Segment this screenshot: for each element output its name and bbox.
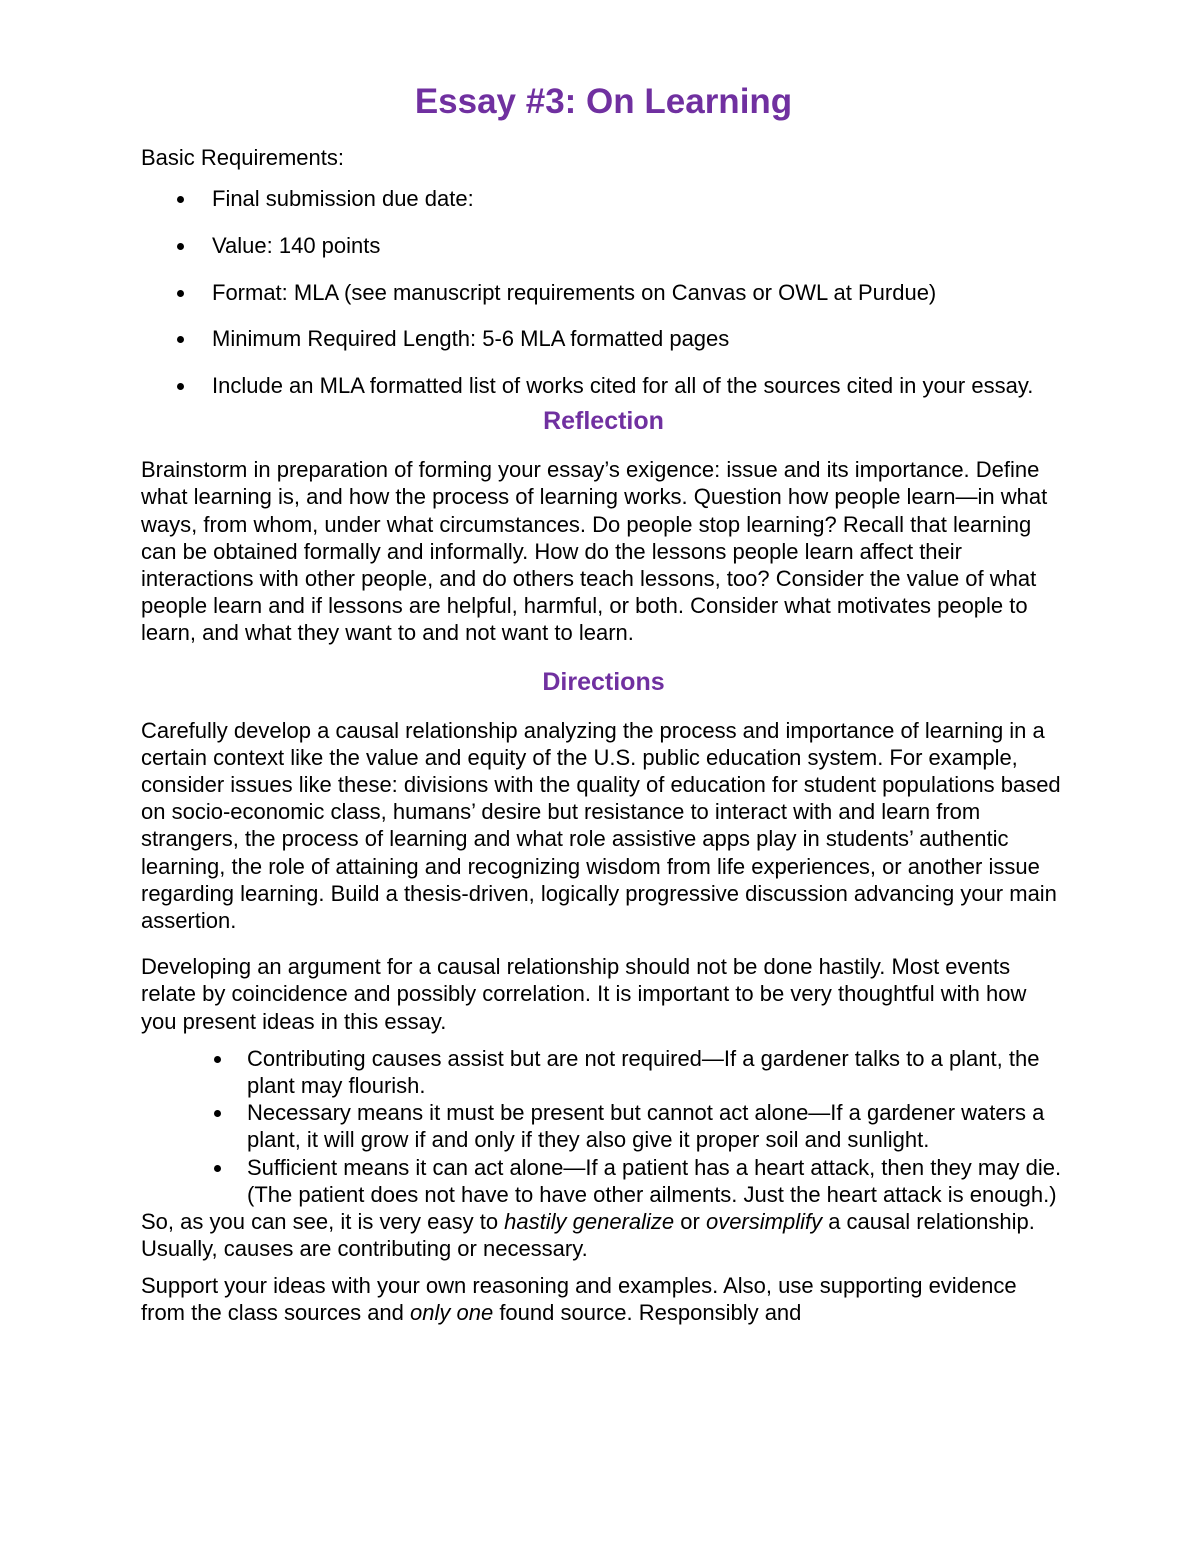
- directions-paragraph-2: Developing an argument for a causal relationship should not be done hastily. Most events relate by coincidence and possibly correlation. It is important to be very thoughtful with how you present ideas in this essay.: [141, 954, 1027, 1034]
- requirement-due-date: Final submission due date:: [141, 185, 1066, 212]
- paragraph-4-emphasis-1: only one: [410, 1299, 494, 1325]
- directions-paragraph-1: Carefully develop a causal relationship analyzing the process and importance of learning in a certain context like the value and equity of the U.S. public education system. For example, consider issues like these: divisions with the quality of education for student populations based on socio-economic class, humans’ desire but resistance to interact with and learn from strangers, the process of learning and what role assistive apps play in students’ authentic learning, the role of attaining and recognizing wisdom from life experiences, or another issue regarding learning. Build a thesis-driven, logically progressive discussion advancing your main assertion.: [141, 717, 1061, 934]
- requirement-works-cited: Include an MLA formatted list of works cited for all of the sources cited in your essay.: [141, 372, 1066, 399]
- paragraph-3-emphasis-2: oversimplify: [705, 1209, 823, 1235]
- document-page: [141, 80, 1066, 1326]
- paragraph-3-emphasis-1: hastily generalize: [504, 1209, 675, 1235]
- cause-sufficient: Sufficient means it can act alone—If a patient has a heart attack, then they may die. (The patient does not have to have other ailments. Just the heart attack is enough.): [141, 1154, 1066, 1208]
- paragraph-3-text-3: a causal relationship. Usually, causes are contributing or necessary.: [141, 1209, 1035, 1262]
- requirement-length: Minimum Required Length: 5-6 MLA formatted pages: [141, 325, 1066, 352]
- reflection-body: Brainstorm in preparation of forming your essay’s exigence: issue and its importance. Define what learning is, and how the process of learning works. Question how people learn—in what ways, from whom, under what circumstances. Do people stop learning? Recall that learning can be obtained formally and informally. How do the lessons people learn affect their interactions with other people, and do others teach lessons, too? Consider the value of what people learn and if lessons are helpful, harmful, or both. Consider what motivates people to learn, and what they want to and not want to learn.: [141, 457, 1048, 646]
- cause-contributing: Contributing causes assist but are not required—If a gardener talks to a plant, the plant may flourish.: [141, 1045, 1066, 1099]
- requirements-list: [141, 185, 1066, 399]
- directions-heading: Directions: [542, 667, 665, 696]
- paragraph-3-text-1: So, as you can see, it is very easy to: [141, 1209, 505, 1235]
- directions-paragraph-3: [141, 1208, 1066, 1262]
- requirement-value: Value: 140 points: [141, 232, 1066, 259]
- causes-list: [141, 1045, 1066, 1208]
- reflection-heading: Reflection: [543, 407, 664, 436]
- requirement-format: Format: MLA (see manuscript requirements on Canvas or OWL at Purdue): [141, 279, 1066, 306]
- paragraph-4-text-2: found source. Responsibly and: [493, 1299, 802, 1325]
- paragraph-4-text-1: Support your ideas with your own reasoning and examples. Also, use supporting evidence from the class sources and: [141, 1272, 1017, 1325]
- cause-necessary: Necessary means it must be present but cannot act alone—If a gardener waters a plant, it will grow if and only if they also give it proper soil and sunlight.: [141, 1099, 1066, 1153]
- document-title: Essay #3: On Learning: [414, 82, 793, 121]
- directions-paragraph-4: [141, 1272, 1066, 1326]
- paragraph-3-text-2: or: [674, 1209, 706, 1235]
- basic-requirements-label: Basic Requirements:: [141, 145, 344, 170]
